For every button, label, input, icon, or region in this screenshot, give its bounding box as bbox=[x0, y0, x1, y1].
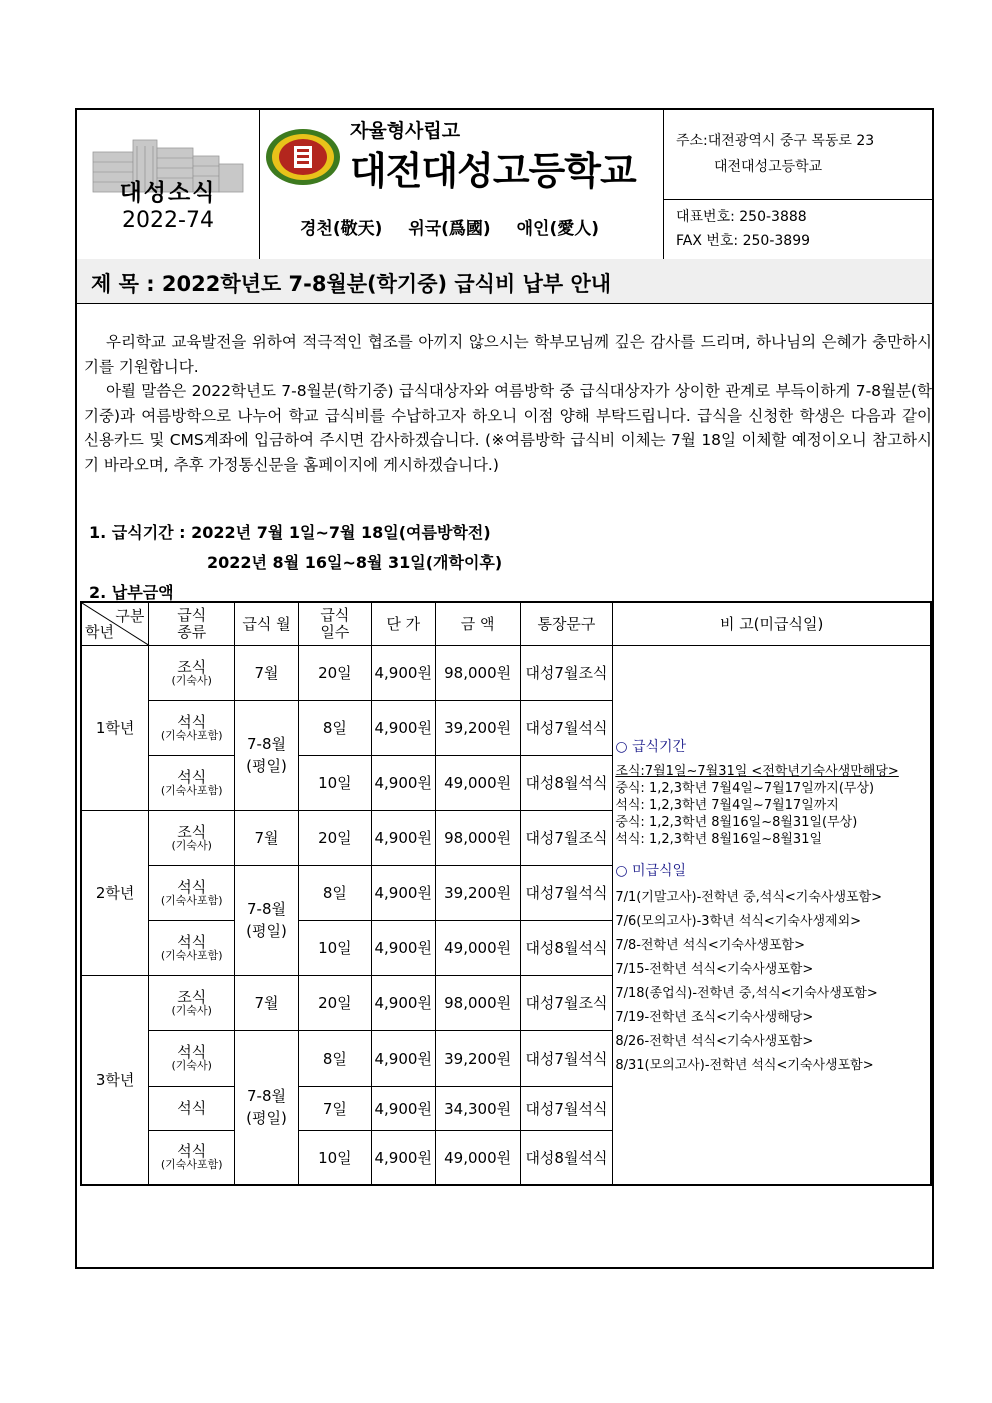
remark-period-list bbox=[615, 763, 928, 848]
section-meal-period-line2: 2022년 8월 16일~8월 31일(개학이후) bbox=[207, 553, 503, 572]
price-cell: 4,900원 bbox=[371, 1030, 435, 1086]
price-cell: 4,900원 bbox=[371, 700, 435, 755]
header-category: 구분 bbox=[115, 607, 145, 625]
month-cell: 7월 bbox=[235, 975, 299, 1030]
kind-cell bbox=[149, 645, 235, 700]
contact-box bbox=[664, 110, 932, 259]
amount-cell: 49,000원 bbox=[435, 755, 520, 810]
remark-cell bbox=[613, 645, 931, 1185]
section-meal-period: 1. 급식기간 : 2022년 7월 1일~7월 18일(여름방학전) bbox=[89, 523, 491, 542]
month-cell: 7월 bbox=[235, 645, 299, 700]
kind-sub: (기숙사포함) bbox=[160, 1158, 223, 1172]
days-cell: 8일 bbox=[298, 1030, 371, 1086]
kind-cell bbox=[149, 975, 235, 1030]
header bbox=[77, 110, 932, 260]
table-header-row bbox=[81, 602, 931, 645]
days-cell: 8일 bbox=[298, 865, 371, 920]
price-cell: 4,900원 bbox=[371, 645, 435, 700]
days-cell: 20일 bbox=[298, 810, 371, 865]
header-amount: 금 액 bbox=[435, 602, 520, 645]
kind: 석식 bbox=[177, 1043, 207, 1061]
address-school: 대전대성고등학교 bbox=[714, 159, 823, 175]
title-bar bbox=[77, 259, 932, 304]
kind-sub: (기숙사포함) bbox=[160, 783, 223, 797]
document-frame bbox=[75, 108, 934, 1269]
days-cell: 8일 bbox=[298, 700, 371, 755]
kind-sub: (기숙사포함) bbox=[160, 728, 223, 742]
motto-item: 경천(敬天) bbox=[300, 219, 383, 239]
address: 주소:대전광역시 중구 목동로 23 bbox=[676, 133, 875, 149]
month-cell: 7월 bbox=[235, 810, 299, 865]
days-cell: 10일 bbox=[298, 1130, 371, 1185]
section-payment-amount: 2. 납부금액 bbox=[89, 583, 174, 602]
price-cell: 4,900원 bbox=[371, 1086, 435, 1130]
remark-item: 7/18(종업식)-전학년 중,석식<기숙사생포함> bbox=[615, 985, 878, 1001]
remark-item: 조식:7월1일~7월31일 <전학년기숙사생만해당> bbox=[615, 764, 899, 779]
amount-cell: 39,200원 bbox=[435, 865, 520, 920]
remark-nomeal-heading: ○ 미급식일 bbox=[615, 863, 687, 879]
memo-cell: 대성8월석식 bbox=[520, 920, 613, 975]
motto-item: 위국(爲國) bbox=[408, 219, 491, 239]
days-cell: 20일 bbox=[298, 975, 371, 1030]
school-motto bbox=[300, 214, 619, 239]
memo-cell: 대성7월조식 bbox=[520, 975, 613, 1030]
price-cell: 4,900원 bbox=[371, 865, 435, 920]
header-grade: 학년 bbox=[85, 622, 114, 641]
kind: 조식 bbox=[177, 657, 207, 676]
amount-cell: 39,200원 bbox=[435, 700, 520, 755]
address-box bbox=[664, 110, 932, 200]
table-row bbox=[81, 645, 931, 700]
remark-item: 석식: 1,2,3학년 8월16일~8월31일 bbox=[615, 832, 823, 847]
month-cell: 7-8월 (평일) bbox=[235, 700, 299, 810]
kind: 조식 bbox=[177, 822, 207, 841]
memo-cell: 대성8월석식 bbox=[520, 755, 613, 810]
days-cell: 10일 bbox=[298, 755, 371, 810]
kind-sub: (기숙사) bbox=[171, 838, 212, 852]
motto-item: 애인(愛人) bbox=[516, 219, 600, 239]
fax-number: FAX 번호: 250-3899 bbox=[676, 233, 811, 249]
school-emblem-icon bbox=[264, 126, 342, 188]
amount-cell: 39,200원 bbox=[435, 1030, 520, 1086]
amount-cell: 34,300원 bbox=[435, 1086, 520, 1130]
kind: 석식 bbox=[177, 712, 207, 731]
body-text bbox=[84, 330, 932, 477]
memo-cell: 대성7월석식 bbox=[520, 865, 613, 920]
paragraph: 아뢸 말씀은 2022학년도 7-8월분(학기중) 급식대상자와 여름방학 중 급식대상자가 상이한 관계로 부득이하게 7-8월분(학기중)과 여름방학으로 나누어 학교 급식비를 수납하고자 하오니 이점 양해 부탁드립니다. 급식을 신청한 학생은 다음과 같이 신용카드 및 CMS계좌에 입금하여 주시면 감사하겠습니다. (※여름방학 급식비 이체는 7월 18일 이체할 예정이오니 참고하시기 바라오며, 추후 가정통신문을 홈페이지에 게시하겠습니다.) bbox=[84, 382, 932, 474]
remark-item: 8/26-전학년 석식<기숙사생포함> bbox=[615, 1033, 814, 1049]
remark-item: 7/1(기말고사)-전학년 중,석식<기숙사생포함> bbox=[615, 889, 883, 905]
header-month: 급식 월 bbox=[235, 602, 299, 645]
price-cell: 4,900원 bbox=[371, 1130, 435, 1185]
price-cell: 4,900원 bbox=[371, 920, 435, 975]
fee-table bbox=[80, 601, 932, 1186]
grade-cell: 3학년 bbox=[81, 975, 149, 1185]
remark-nomeal-list bbox=[615, 886, 928, 1078]
remark-period-heading: ○ 급식기간 bbox=[615, 738, 687, 755]
grade-cell: 2학년 bbox=[81, 810, 149, 975]
header-remark: 비 고(미급식일) bbox=[613, 602, 931, 645]
kind-cell bbox=[149, 920, 235, 975]
header-diagonal-cell bbox=[81, 602, 149, 645]
school-name: 대전대성고등학교 bbox=[350, 149, 636, 193]
price-cell: 4,900원 bbox=[371, 810, 435, 865]
kind-cell bbox=[149, 865, 235, 920]
school-type: 자율형사립고 bbox=[350, 120, 461, 142]
days-cell: 7일 bbox=[298, 1086, 371, 1130]
kind-cell bbox=[149, 810, 235, 865]
amount-cell: 98,000원 bbox=[435, 975, 520, 1030]
kind-cell bbox=[149, 1130, 235, 1185]
kind: 석식 bbox=[177, 932, 207, 951]
amount-cell: 49,000원 bbox=[435, 1130, 520, 1185]
kind: 석식 bbox=[177, 877, 207, 896]
header-memo: 통장문구 bbox=[520, 602, 613, 645]
kind-sub: (기숙사) bbox=[171, 673, 212, 687]
newsletter-name: 대성소식 bbox=[119, 180, 217, 206]
remark-item: 7/15-전학년 석식<기숙사생포함> bbox=[615, 961, 814, 977]
month-cell: 7-8월 (평일) bbox=[235, 1030, 299, 1185]
kind: 석식 bbox=[177, 1099, 207, 1117]
grade-cell: 1학년 bbox=[81, 645, 149, 810]
kind: 석식 bbox=[177, 1142, 207, 1161]
price-cell: 4,900원 bbox=[371, 975, 435, 1030]
amount-cell: 98,000원 bbox=[435, 645, 520, 700]
memo-cell: 대성7월조식 bbox=[520, 810, 613, 865]
days-cell: 10일 bbox=[298, 920, 371, 975]
header-days: 급식 일수 bbox=[298, 602, 371, 645]
memo-cell: 대성7월조식 bbox=[520, 645, 613, 700]
phone-number: 대표번호: 250-3888 bbox=[676, 209, 807, 225]
month-cell: 7-8월 (평일) bbox=[235, 865, 299, 975]
amount-cell: 98,000원 bbox=[435, 810, 520, 865]
remark-item: 7/6(모의고사)-3학년 석식<기숙사생제외> bbox=[615, 913, 862, 929]
kind: 석식 bbox=[177, 767, 207, 786]
kind: 조식 bbox=[177, 987, 207, 1006]
paragraph: 우리학교 교육발전을 위하여 적극적인 협조를 아끼지 않으시는 학부모님께 깊은 감사를 드리며, 하나님의 은혜가 충만하시기를 기원합니다. bbox=[84, 333, 932, 376]
remark-item: 7/8-전학년 석식<기숙사생포함> bbox=[615, 937, 805, 953]
header-kind: 급식 종류 bbox=[149, 602, 235, 645]
days-cell: 20일 bbox=[298, 645, 371, 700]
memo-cell: 대성7월석식 bbox=[520, 700, 613, 755]
remark-item: 중식: 1,2,3학년 7월4일~7월17일까지(무상) bbox=[615, 781, 875, 796]
kind-sub: (기숙사) bbox=[171, 1059, 212, 1072]
document-title: 제 목 : 2022학년도 7-8월분(학기중) 급식비 납부 안내 bbox=[91, 272, 612, 296]
kind-cell bbox=[149, 1086, 235, 1130]
remark-item: 8/31(모의고사)-전학년 석식<기숙사생포함> bbox=[615, 1057, 874, 1073]
memo-cell: 대성8월석식 bbox=[520, 1130, 613, 1185]
newsletter-number: 2022-74 bbox=[122, 208, 214, 233]
amount-cell: 49,000원 bbox=[435, 920, 520, 975]
kind-sub: (기숙사포함) bbox=[160, 893, 223, 907]
newsletter-box bbox=[77, 110, 260, 259]
remark-item: 7/19-전학년 조식<기숙사생해당> bbox=[615, 1009, 814, 1025]
kind-sub: (기숙사포함) bbox=[160, 948, 223, 962]
kind-cell bbox=[149, 700, 235, 755]
remark-item: 석식: 1,2,3학년 7월4일~7월17일까지 bbox=[615, 798, 839, 813]
remark-item: 중식: 1,2,3학년 8월16일~8월31일(무상) bbox=[615, 815, 858, 830]
school-identity bbox=[260, 110, 664, 259]
kind-sub: (기숙사) bbox=[171, 1003, 212, 1017]
header-price: 단 가 bbox=[371, 602, 435, 645]
price-cell: 4,900원 bbox=[371, 755, 435, 810]
kind-cell bbox=[149, 755, 235, 810]
memo-cell: 대성7월석식 bbox=[520, 1086, 613, 1130]
memo-cell: 대성7월석식 bbox=[520, 1030, 613, 1086]
kind-cell bbox=[149, 1030, 235, 1086]
